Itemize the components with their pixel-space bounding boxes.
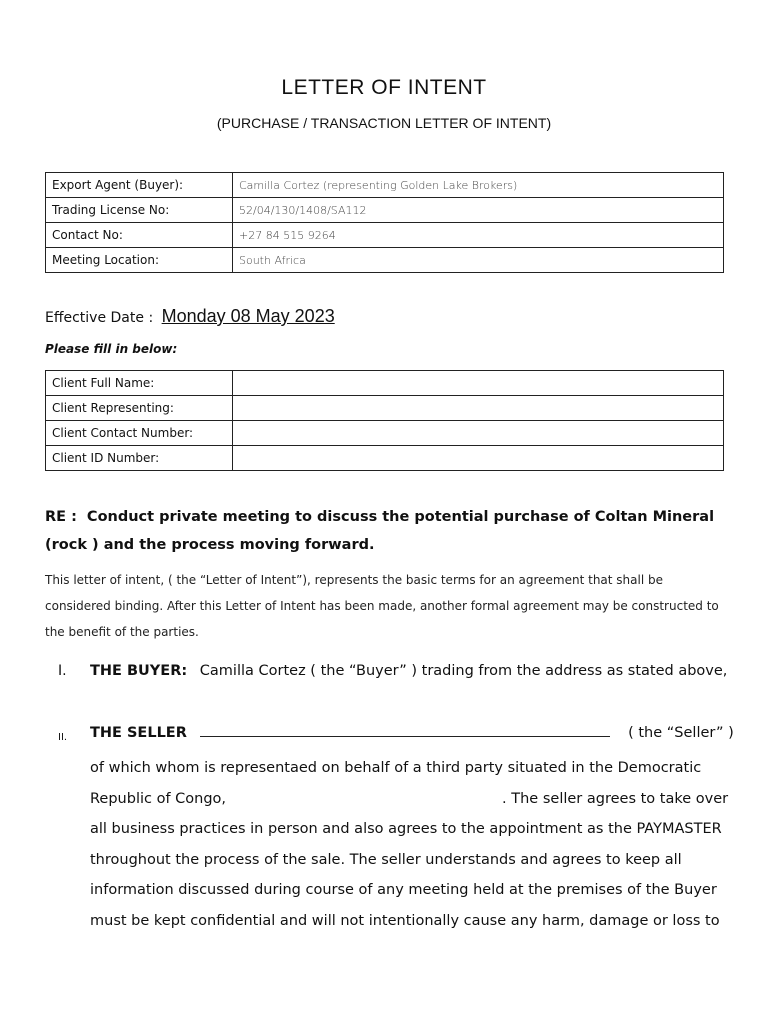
document-subtitle: (PURCHASE / TRANSACTION LETTER OF INTENT)	[216, 115, 552, 131]
fill-in-note: Please fill in below:	[45, 342, 178, 356]
client-details-table	[45, 370, 724, 471]
buyer-name: Camilla Cortez	[199, 663, 306, 679]
table-row	[46, 396, 724, 421]
section-buyer-number	[58, 663, 67, 679]
re-label: RE :	[45, 509, 77, 525]
seller-location-field[interactable]	[226, 802, 502, 803]
client-full-name-label: Client Full Name:	[46, 371, 233, 396]
section-number: II.	[58, 732, 68, 743]
meeting-location-value: South Africa	[233, 248, 724, 273]
seller-name-field[interactable]	[200, 736, 610, 737]
contact-no-value: +27 84 515 9264	[233, 223, 724, 248]
table-row	[46, 446, 724, 471]
export-agent-label: Export Agent (Buyer):	[46, 173, 233, 198]
seller-line-2-start: Republic of Congo,	[90, 790, 227, 807]
meeting-location-label: Meeting Location:	[46, 248, 233, 273]
effective-date-label: Effective Date :	[45, 310, 158, 326]
seller-tail: ( the “Seller” )	[628, 725, 734, 741]
seller-heading: THE SELLER	[90, 725, 187, 741]
table-row	[46, 248, 724, 273]
client-representing-label: Client Representing:	[46, 396, 233, 421]
table-row	[46, 421, 724, 446]
seller-line-4: throughout the process of the sale. The seller understands and agrees to keep all	[90, 851, 682, 868]
client-contact-number-field[interactable]	[233, 421, 724, 446]
client-contact-number-label: Client Contact Number:	[46, 421, 233, 446]
seller-line-2	[90, 784, 730, 815]
seller-line-2-end: . The seller agrees to take over	[502, 790, 729, 807]
trading-license-value: 52/04/130/1408/SA112	[233, 198, 724, 223]
re-paragraph	[45, 503, 735, 559]
effective-date	[45, 306, 335, 327]
intro-paragraph: This letter of intent, ( the “Letter of Intent”), represents the basic terms for an agreement that shall be considered binding. After this Letter of Intent has been made, another formal agreement may be constructed to the benefit of the parties.	[45, 573, 719, 639]
table-row	[46, 371, 724, 396]
seller-line-5: information discussed during course of any meeting held at the premises of the Buyer	[90, 882, 717, 898]
table-row	[46, 223, 724, 248]
seller-paragraph	[90, 753, 730, 936]
document-title: LETTER OF INTENT	[281, 76, 487, 99]
buyer-text: ( the “Buyer” ) trading from the address as stated above,	[310, 663, 728, 679]
re-text: Conduct private meeting to discuss the potential purchase of Coltan Mineral (rock ) and the process moving forward.	[45, 509, 715, 553]
table-row	[46, 173, 724, 198]
trading-license-label: Trading License No:	[46, 198, 233, 223]
seller-line-1: of which whom is representaed on behalf of a third party situated in the Democratic	[90, 760, 702, 776]
table-row	[46, 198, 724, 223]
section-number: I.	[58, 663, 67, 679]
section-buyer	[90, 663, 727, 679]
section-seller	[90, 725, 734, 741]
client-full-name-field[interactable]	[233, 371, 724, 396]
buyer-heading: THE BUYER:	[90, 663, 188, 679]
client-id-number-label: Client ID Number:	[46, 446, 233, 471]
client-id-number-field[interactable]	[233, 446, 724, 471]
effective-date-value: Monday 08 May 2023	[161, 306, 335, 326]
section-seller-number	[58, 728, 67, 744]
seller-line-3: all business practices in person and also agrees to the appointment as the PAYMASTER	[90, 821, 722, 837]
client-representing-field[interactable]	[233, 396, 724, 421]
seller-line-6: must be kept confidential and will not intentionally cause any harm, damage or loss to	[90, 912, 720, 929]
buyer-details-table	[45, 172, 724, 273]
contact-no-label: Contact No:	[46, 223, 233, 248]
export-agent-value: Camilla Cortez (representing Golden Lake Brokers)	[233, 173, 724, 198]
